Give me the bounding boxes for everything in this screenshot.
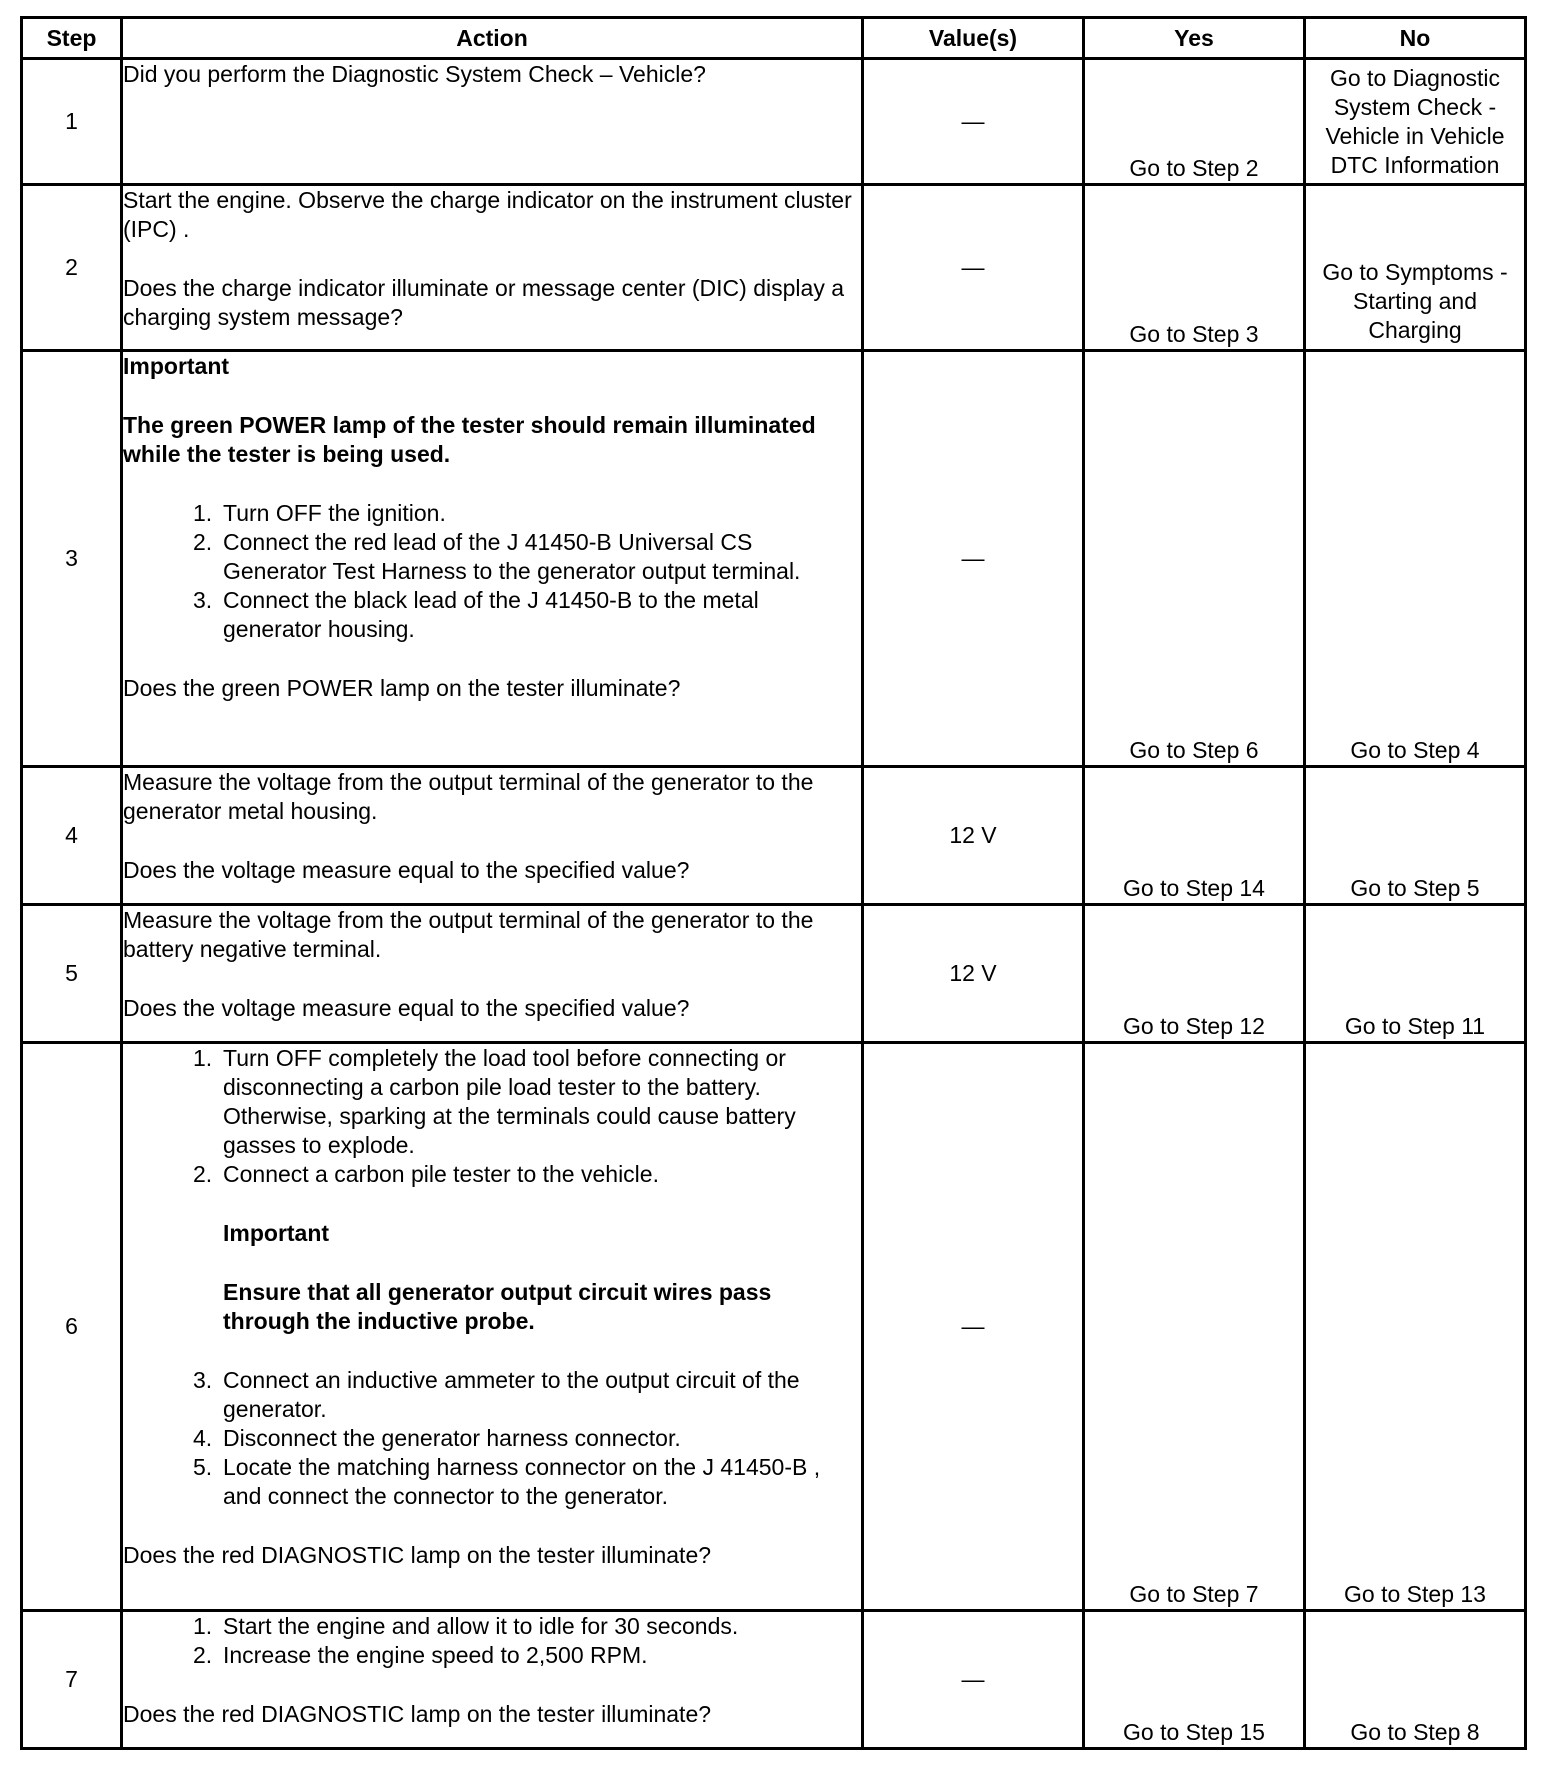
list-item: 4. Disconnect the generator harness connector.: [193, 1425, 681, 1451]
important-text: Ensure that all generator output circuit wires pass through the inductive probe.: [223, 1279, 772, 1334]
action-question: Did you perform the Diagnostic System Check – Vehicle?: [123, 61, 706, 87]
list-item: 5. Locate the matching harness connector on the J 41450-B , and connect the connector to the generator.: [193, 1454, 821, 1509]
step-number: 2: [22, 185, 122, 351]
list-item: 2. Increase the engine speed to 2,500 RPM.: [193, 1642, 648, 1668]
action-cell: [122, 351, 863, 767]
yes-cell: Go to Step 7: [1084, 1043, 1305, 1611]
important-text: The green POWER lamp of the tester should remain illuminated while the tester is being used.: [123, 412, 816, 467]
table-row-step-5: [22, 905, 1526, 1043]
no-cell: Go to Step 5: [1305, 767, 1526, 905]
action-intro: Start the engine. Observe the charge indicator on the instrument cluster (IPC) .: [123, 187, 852, 242]
table-row-step-6: [22, 1043, 1526, 1611]
header-step: Step: [22, 18, 122, 59]
no-cell: Go to Diagnostic System Check - Vehicle in Vehicle DTC Information: [1305, 59, 1526, 185]
procedure-list: [123, 1612, 861, 1670]
list-item: 2. Connect a carbon pile tester to the vehicle.: [193, 1161, 659, 1187]
step-number: 4: [22, 767, 122, 905]
yes-cell: Go to Step 15: [1084, 1611, 1305, 1749]
header-no: No: [1305, 18, 1526, 59]
procedure-list: [123, 1044, 861, 1189]
action-cell: [122, 1611, 863, 1749]
no-cell: Go to Step 4: [1305, 351, 1526, 767]
value-cell: 12 V: [863, 767, 1084, 905]
value-cell: —: [863, 1043, 1084, 1611]
header-action: Action: [122, 18, 863, 59]
important-label: Important: [223, 1220, 330, 1246]
value-cell: —: [863, 1611, 1084, 1749]
yes-cell: Go to Step 6: [1084, 351, 1305, 767]
table-row-step-3: [22, 351, 1526, 767]
table-row-step-1: [22, 59, 1526, 185]
diagnostic-table: [20, 16, 1527, 1750]
step-number: 3: [22, 351, 122, 767]
value-cell: 12 V: [863, 905, 1084, 1043]
list-item: 3. Connect an inductive ammeter to the output circuit of the generator.: [193, 1367, 800, 1422]
action-cell: [122, 767, 863, 905]
no-cell: Go to Step 11: [1305, 905, 1526, 1043]
header-row: [22, 18, 1526, 59]
table-row-step-4: [22, 767, 1526, 905]
list-item: 1. Turn OFF completely the load tool before connecting or disconnecting a carbon pile load tester to the battery. Otherwise, sparking at the terminals could cause battery gasses to explode.: [193, 1045, 796, 1158]
no-cell: Go to Step 13: [1305, 1043, 1526, 1611]
list-item: 3. Connect the black lead of the J 41450-B to the metal generator housing.: [193, 587, 759, 642]
step-number: 6: [22, 1043, 122, 1611]
yes-cell: Go to Step 2: [1084, 59, 1305, 185]
action-intro: Measure the voltage from the output terminal of the generator to the battery negative terminal.: [123, 907, 814, 962]
action-cell: [122, 59, 863, 185]
list-item: 1. Turn OFF the ignition.: [193, 500, 446, 526]
value-cell: —: [863, 185, 1084, 351]
yes-cell: Go to Step 14: [1084, 767, 1305, 905]
action-question: Does the green POWER lamp on the tester illuminate?: [123, 675, 681, 701]
action-cell: [122, 1043, 863, 1611]
action-intro: Measure the voltage from the output terminal of the generator to the generator metal housing.: [123, 769, 814, 824]
important-label: Important: [123, 353, 230, 379]
procedure-list: [123, 499, 861, 644]
action-question: Does the voltage measure equal to the specified value?: [123, 857, 690, 883]
list-item: 1. Start the engine and allow it to idle for 30 seconds.: [193, 1613, 739, 1639]
header-values: Value(s): [863, 18, 1084, 59]
yes-cell: Go to Step 12: [1084, 905, 1305, 1043]
table-row-step-7: [22, 1611, 1526, 1749]
yes-cell: Go to Step 3: [1084, 185, 1305, 351]
table-row-step-2: [22, 185, 1526, 351]
value-cell: —: [863, 59, 1084, 185]
list-item: 2. Connect the red lead of the J 41450-B Universal CS Generator Test Harness to the generator output terminal.: [193, 529, 801, 584]
header-yes: Yes: [1084, 18, 1305, 59]
value-cell: —: [863, 351, 1084, 767]
no-cell: Go to Symptoms - Starting and Charging: [1305, 185, 1526, 351]
step-number: 7: [22, 1611, 122, 1749]
action-question: Does the voltage measure equal to the specified value?: [123, 995, 690, 1021]
procedure-list: [123, 1366, 861, 1511]
action-question: Does the charge indicator illuminate or message center (DIC) display a charging system message?: [123, 275, 844, 330]
action-question: Does the red DIAGNOSTIC lamp on the tester illuminate?: [123, 1701, 712, 1727]
action-question: Does the red DIAGNOSTIC lamp on the tester illuminate?: [123, 1542, 712, 1568]
no-cell: Go to Step 8: [1305, 1611, 1526, 1749]
step-number: 1: [22, 59, 122, 185]
step-number: 5: [22, 905, 122, 1043]
action-cell: [122, 185, 863, 351]
action-cell: [122, 905, 863, 1043]
